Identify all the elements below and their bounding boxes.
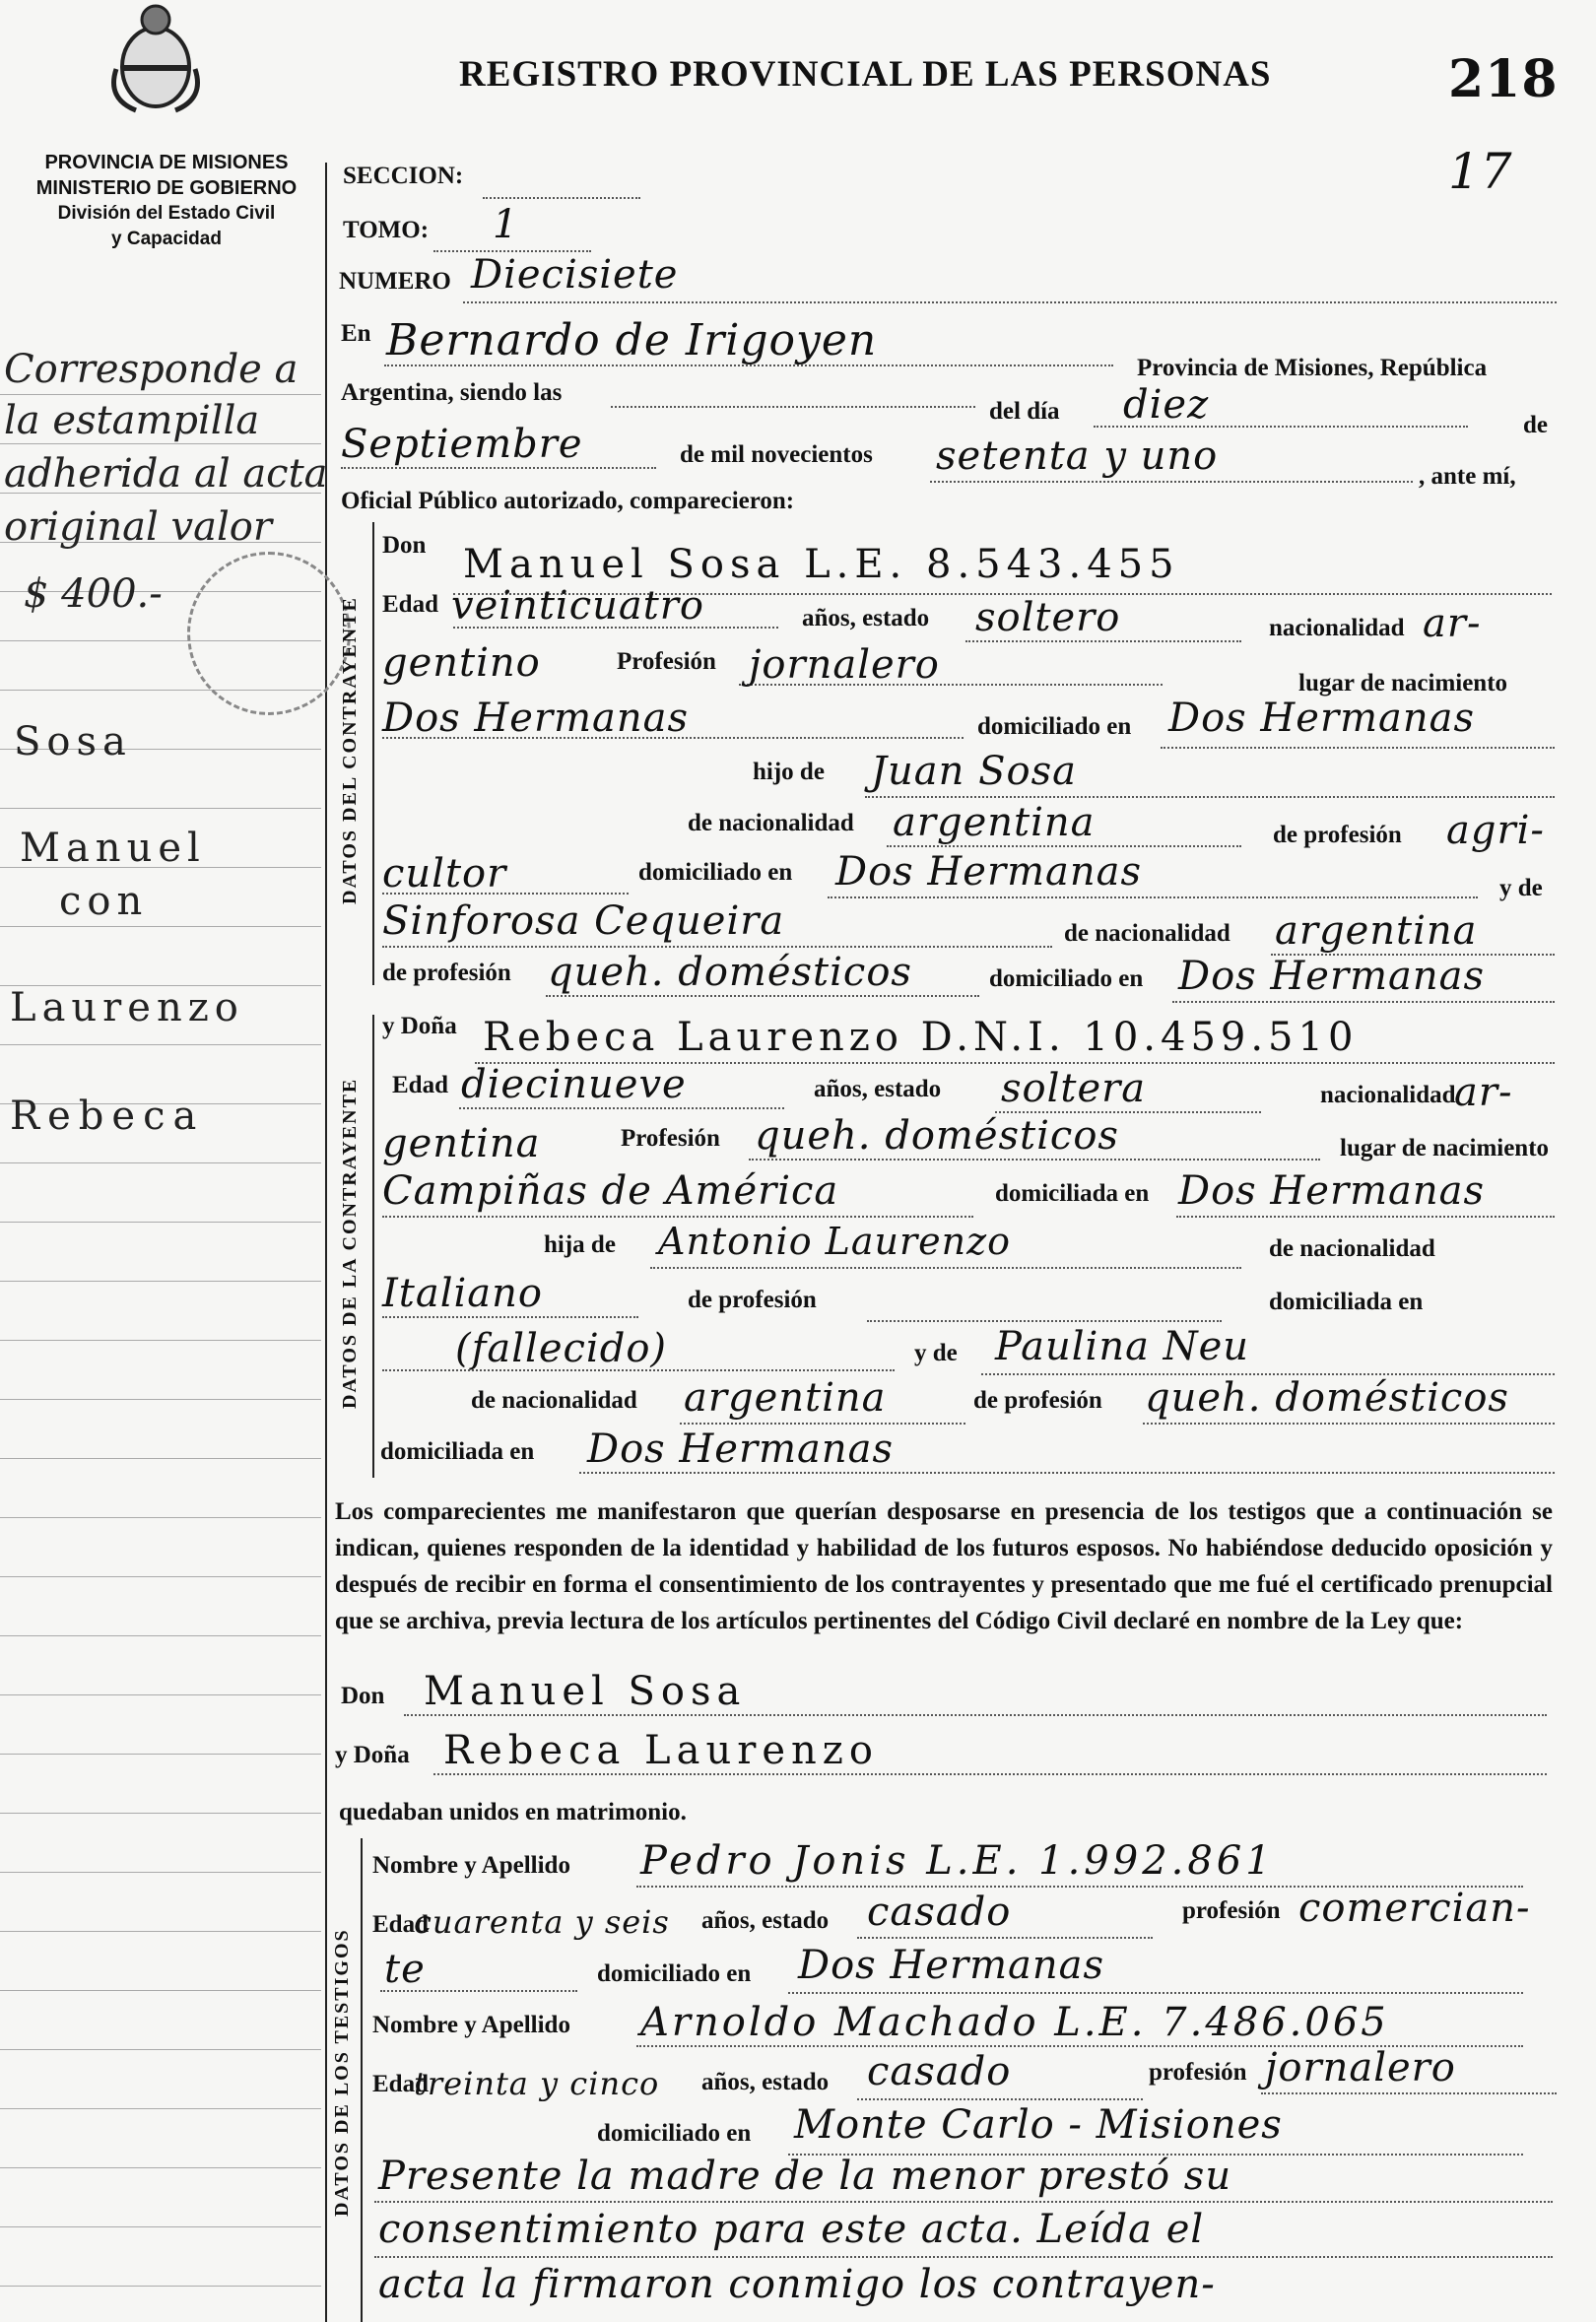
edad-label-2: Edad	[392, 1072, 448, 1098]
anos-estado-label-2: años, estado	[814, 1076, 942, 1102]
profesion-label-2: Profesión	[621, 1125, 720, 1152]
office-province: PROVINCIA DE MISIONES	[44, 152, 289, 173]
bride-father: Antonio Laurenzo	[658, 1220, 1012, 1263]
groom-father-domicile: Dos Hermanas	[835, 849, 1142, 895]
bride-profession: queh. domésticos	[755, 1113, 1119, 1159]
final-groom-name: Manuel Sosa	[424, 1669, 747, 1714]
y-dona-label-2: y Doña	[335, 1742, 410, 1768]
groom-father-profession-a: agri-	[1446, 808, 1545, 853]
nacionalidad-label-2: nacionalidad	[1320, 1082, 1456, 1108]
bride-nationality-b: gentina	[382, 1121, 541, 1166]
witness2-name: Arnoldo Machado L.E. 7.486.065	[640, 2000, 1389, 2045]
edad-label-4: Edad	[372, 2071, 429, 2097]
y-de-label: y de	[1499, 875, 1543, 901]
bride-father-domicile: (fallecido)	[455, 1326, 668, 1371]
bride-father-nationality: Italiano	[382, 1271, 543, 1316]
argentina-label: Argentina, siendo las	[341, 379, 563, 406]
de-mil-label: de mil novecientos	[680, 441, 873, 468]
witness1-status: casado	[867, 1890, 1012, 1935]
side-label-contrayente-2: DATOS DE LA CONTRAYENTE	[339, 1077, 361, 1409]
margin-note-5: $ 400.-	[24, 571, 163, 617]
groom-mother: Sinforosa Cequeira	[382, 898, 785, 944]
margin-note-7: Manuel	[20, 826, 206, 871]
oficial-label: Oficial Público autorizado, comparecieron:	[341, 488, 795, 514]
hijo-de-label: hijo de	[753, 759, 825, 785]
witness1-age: cuarenta y seis	[414, 1903, 670, 1941]
nacionalidad-label: nacionalidad	[1269, 615, 1405, 641]
seccion-label: SECCION:	[343, 163, 464, 189]
side-label-testigos: DATOS DE LOS TESTIGOS	[331, 1928, 353, 2217]
de-nacionalidad-label-2: de nacionalidad	[1064, 920, 1230, 947]
hija-de-label: hija de	[544, 1231, 616, 1258]
numero-value: Diecisiete	[471, 252, 679, 298]
groom-mother-nationality: argentina	[1275, 908, 1478, 954]
lugar-nacimiento-label-2: lugar de nacimiento	[1340, 1135, 1550, 1161]
bride-mother-domicile: Dos Hermanas	[587, 1426, 894, 1472]
witness2-age: treinta y cinco	[414, 2065, 660, 2102]
profesion-label-3: profesión	[1182, 1897, 1281, 1924]
margin-note-1: Corresponde a	[4, 347, 299, 392]
observation-line-2: consentimiento para este acta. Leída el	[378, 2207, 1205, 2252]
observation-line-1: Presente la madre de la menor prestó su	[378, 2154, 1232, 2199]
tomo-label: TOMO:	[343, 217, 430, 243]
de-nacionalidad-label-4: de nacionalidad	[471, 1387, 637, 1414]
margin-note-6: Sosa	[14, 719, 132, 764]
nombre-apellido-label-2: Nombre y Apellido	[372, 2012, 570, 2038]
groom-age: veinticuatro	[451, 583, 704, 629]
ante-mi-label: , ante mí,	[1419, 463, 1516, 490]
mes-value: Septiembre	[341, 422, 583, 467]
domiciliado-label-4: domiciliado en	[597, 1960, 752, 1987]
de-profesion-label-4: de profesión	[973, 1387, 1102, 1414]
margin-note-2: la estampilla	[4, 398, 260, 443]
bride-birthplace: Campiñas de América	[382, 1168, 839, 1214]
margin-note-10: Rebeca	[10, 1094, 205, 1139]
witness1-name: Pedro Jonis L.E. 1.992.861	[640, 1838, 1275, 1884]
y-de-label-2: y de	[914, 1340, 958, 1366]
groom-profession: jornalero	[749, 642, 940, 688]
tomo-value: 1	[493, 202, 519, 247]
page-number: 218	[1448, 49, 1559, 109]
office-capacity: y Capacidad	[111, 229, 222, 249]
groom-nationality-a: ar-	[1423, 601, 1482, 646]
groom-mother-domicile: Dos Hermanas	[1178, 954, 1485, 999]
lugar-value: Bernardo de Irigoyen	[386, 315, 878, 365]
groom-birthplace: Dos Hermanas	[382, 696, 689, 741]
don-label: Don	[382, 532, 427, 559]
edad-label-3: Edad	[372, 1911, 429, 1938]
witness1-domicile: Dos Hermanas	[798, 1943, 1104, 1988]
dia-value: diez	[1123, 382, 1210, 428]
witness1-profession-a: comercian-	[1298, 1886, 1531, 1931]
office-division: División del Estado Civil	[57, 203, 276, 224]
witness2-profession: jornalero	[1265, 2045, 1456, 2090]
de-profesion-label-2: de profesión	[382, 960, 511, 986]
margin-note-3: adherida al acta	[4, 451, 328, 497]
groom-father-nationality: argentina	[893, 800, 1096, 845]
provincia-label: Provincia de Misiones, República	[1137, 355, 1488, 381]
bride-mother-profession: queh. domésticos	[1145, 1375, 1509, 1421]
groom-nationality-b: gentino	[382, 640, 541, 686]
groom-mother-profession: queh. domésticos	[548, 950, 912, 995]
margin-note-4: original valor	[4, 504, 272, 550]
groom-father: Juan Sosa	[871, 749, 1077, 794]
de-nacionalidad-label-3: de nacionalidad	[1269, 1235, 1435, 1262]
lugar-nacimiento-label: lugar de nacimiento	[1298, 670, 1508, 697]
page-number-corrected: 17	[1448, 143, 1513, 200]
observation-line-3: acta la firmaron conmigo los contrayen-	[378, 2262, 1216, 2307]
edad-label: Edad	[382, 591, 438, 618]
witness2-domicile: Monte Carlo - Misiones	[794, 2102, 1283, 2148]
quedaban-label: quedaban unidos en matrimonio.	[339, 1799, 687, 1825]
page-title: REGISTRO PROVINCIAL DE LAS PERSONAS	[459, 54, 1272, 95]
final-bride-name: Rebeca Laurenzo	[443, 1728, 879, 1773]
side-label-contrayente: DATOS DEL CONTRAYENTE	[339, 596, 361, 904]
bride-status: soltera	[1001, 1066, 1147, 1111]
bride-nationality-a: ar-	[1454, 1070, 1513, 1115]
y-dona-label: y Doña	[382, 1013, 457, 1039]
official-stamp	[187, 552, 351, 715]
domiciliado-label-3: domiciliado en	[989, 965, 1144, 992]
bride-mother-nationality: argentina	[684, 1375, 887, 1421]
numero-label: NUMERO	[339, 268, 451, 295]
de-nacionalidad-label: de nacionalidad	[688, 810, 854, 836]
bride-age: diecinueve	[461, 1062, 687, 1107]
bride-mother: Paulina Neu	[995, 1324, 1250, 1369]
witness1-profession-b: te	[384, 1947, 426, 1992]
de-label: de	[1523, 412, 1548, 438]
bride-domicile: Dos Hermanas	[1178, 1168, 1485, 1214]
domiciliado-label: domiciliado en	[977, 713, 1132, 740]
anos-estado-label-3: años, estado	[701, 1907, 830, 1934]
groom-name: Manuel Sosa L.E. 8.543.455	[463, 542, 1180, 587]
groom-status: soltero	[975, 595, 1121, 640]
profesion-label: Profesión	[617, 648, 716, 675]
don-label-2: Don	[341, 1683, 385, 1709]
en-label: En	[341, 320, 371, 347]
anos-estado-label: años, estado	[802, 605, 930, 631]
bride-name: Rebeca Laurenzo D.N.I. 10.459.510	[483, 1015, 1359, 1060]
groom-domicile: Dos Hermanas	[1168, 696, 1475, 741]
del-dia-label: del día	[989, 398, 1060, 425]
nombre-apellido-label: Nombre y Apellido	[372, 1852, 570, 1879]
domiciliado-label-2: domiciliado en	[638, 859, 793, 886]
anos-estado-label-4: años, estado	[701, 2069, 830, 2095]
de-profesion-label: de profesión	[1273, 822, 1402, 848]
coat-of-arms-icon	[106, 0, 205, 118]
domiciliada-label-2: domiciliada en	[1269, 1289, 1424, 1315]
margin-note-9: Laurenzo	[10, 985, 244, 1030]
domiciliada-label: domiciliada en	[995, 1180, 1150, 1207]
de-profesion-label-3: de profesión	[688, 1287, 817, 1313]
margin-note-8: con	[59, 879, 149, 924]
groom-father-profession-b: cultor	[382, 851, 507, 896]
office-ministry: MINISTERIO DE GOBIERNO	[35, 177, 298, 199]
domiciliado-label-5: domiciliado en	[597, 2120, 752, 2147]
profesion-label-4: profesión	[1149, 2059, 1247, 2086]
declaration-paragraph: Los comparecientes me manifestaron que querían desposarse en presencia de los testigos que a continuación se indican, quienes responden de la identidad y habilidad de los futuros esposos. No habiéndose deducido oposición y después de recibir en forma el consentimiento de los contrayentes y presentado que me fué el certificado prenupcial que se archiva, previa lectura de los artículos pertinentes del Código Civil declaré en nombre de la Ley que:	[335, 1498, 1553, 1634]
witness2-status: casado	[867, 2049, 1012, 2094]
anio-value: setenta y uno	[936, 433, 1219, 479]
domiciliada-label-3: domiciliada en	[380, 1438, 535, 1465]
